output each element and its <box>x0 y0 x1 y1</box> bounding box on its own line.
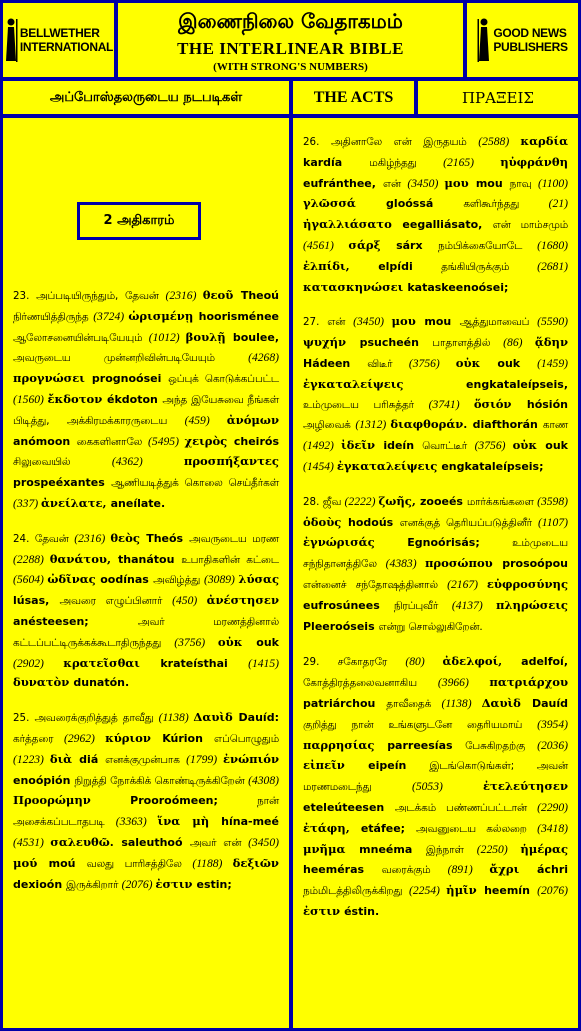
greek-word: ἐγκαταλείψεις <box>303 376 467 391</box>
transliteration: ideín <box>383 439 423 453</box>
strongs-number: (1223) <box>13 752 50 766</box>
book-title-greek <box>418 81 578 114</box>
verse <box>13 286 279 514</box>
greek-word: σαλευθῶ. <box>50 834 122 849</box>
strongs-number: (1107) <box>537 515 568 529</box>
right-column <box>293 118 578 1028</box>
strongs-number: (1188) <box>192 856 233 870</box>
greek-word: ἐγνώρισάς <box>303 535 408 550</box>
transliteration: diá <box>79 752 106 766</box>
strongs-number: (1138) <box>158 711 194 725</box>
transliteration: lúsas, <box>13 594 60 608</box>
transliteration: eipeín <box>368 759 430 773</box>
greek-word: πατριάρχου <box>489 675 568 690</box>
tamil-text: என்று சொல்லுகிறேன். <box>378 620 483 633</box>
transliteration: kataskeenoósei; <box>407 280 509 294</box>
strongs-number: (2290) <box>537 800 568 814</box>
strongs-number: (2288) <box>13 552 50 566</box>
tamil-text: தேவன் <box>34 532 75 545</box>
strongs-number: (2167) <box>447 577 487 591</box>
strongs-number: (80) <box>405 655 443 669</box>
strongs-number: (4561) <box>303 238 349 252</box>
transliteration: mou <box>424 315 460 329</box>
greek-word: μνῆμα <box>303 841 360 856</box>
transliteration: anésteesen; <box>13 614 138 628</box>
transliteration: hoorisménee <box>198 309 280 323</box>
strongs-number: (2222) <box>344 494 379 508</box>
strongs-number: (5053) <box>411 780 483 794</box>
greek-word: θανάτου, <box>49 551 119 566</box>
greek-word: ἔκδοτον <box>47 391 107 406</box>
tamil-text: அந்த இயேசுவை நீங்கள் பிடித்து, அக்கிரமக்காரருடைய <box>13 393 279 427</box>
transliteration: heemín <box>484 884 538 898</box>
strongs-number: (4137) <box>451 598 496 612</box>
tamil-text: அவர் மரணத்தினால் கட்டப்பட்டிருக்கக்கூடாதிருந்தது <box>13 615 280 649</box>
strongs-number: (2681) <box>537 259 568 273</box>
transliteration: aneílate. <box>110 496 166 510</box>
tamil-text: என் மாம்சமும் <box>492 219 568 232</box>
greek-word: ἀνείλατε, <box>41 495 111 510</box>
strongs-number: (3756) <box>474 439 513 453</box>
greek-word: ἀδελφοί, <box>442 654 522 669</box>
strongs-number: (1459) <box>537 356 568 370</box>
tamil-text: எனக்குமுன்பாக <box>105 753 187 766</box>
greek-word: ἀνόμων <box>226 412 280 427</box>
tamil-text: நிர்ணயித்திருந்த <box>13 310 94 323</box>
transliteration: sárx <box>396 238 438 252</box>
title-tamil: இணைநிலை வேதாகமம் <box>178 9 403 33</box>
greek-word: μού <box>13 855 49 870</box>
strongs-number: (2250) <box>476 842 521 856</box>
strongs-number: (1680) <box>537 238 568 252</box>
verse <box>303 312 568 476</box>
transliteration: elpídi <box>378 259 442 273</box>
tamil-text: நாவு <box>509 177 538 190</box>
transliteration: Pleeroóseis <box>303 619 379 633</box>
strongs-number: (1100) <box>537 176 568 190</box>
greek-word: πληρώσεις <box>495 597 568 612</box>
strongs-number: (3598) <box>537 494 568 508</box>
tamil-text: அழிவைக் <box>303 419 356 432</box>
bellwether-logo <box>3 3 114 77</box>
tamil-text: உம்முடைய பரிசுத்தர் <box>303 398 429 411</box>
transliteration: boulee, <box>232 330 279 344</box>
greek-word: ἵνα μὴ <box>157 814 222 829</box>
tamil-text: சகோதரரே <box>337 656 406 669</box>
logo-line1: BELLWETHER <box>19 26 100 40</box>
tamil-text: அவனுடைய கல்லறை <box>415 822 538 835</box>
tamil-text: என் <box>382 177 408 190</box>
greek-word: ὠδῖνας <box>47 572 101 587</box>
strongs-number: (450) <box>172 594 207 608</box>
tamil-text: விடீர் <box>367 357 409 370</box>
transliteration: engkataleípseis, <box>466 377 568 391</box>
strongs-number: (1492) <box>303 439 342 453</box>
greek-word: μου <box>444 175 476 190</box>
tamil-text: கைகளினாலே <box>76 435 149 448</box>
tamil-text: இந்நாள் <box>425 843 477 856</box>
strongs-number: (1012) <box>148 330 186 344</box>
greek-word: ἐστιν <box>303 903 345 918</box>
verse-number: 28. <box>303 495 323 508</box>
book-title-english <box>293 81 414 114</box>
transliteration: hodoús <box>348 515 400 529</box>
tamil-text: உம்முடைய சந்நிதானத்திலே <box>303 537 569 571</box>
greek-word: ὡρισμένῃ <box>128 308 199 323</box>
strongs-number: (5590) <box>537 315 568 329</box>
tamil-text: மகிழ்ந்தது <box>369 156 444 169</box>
strongs-number: (3756) <box>408 356 456 370</box>
strongs-number: (4531) <box>13 835 51 849</box>
greek-word: δεξιῶν <box>232 855 279 870</box>
transliteration: Theós <box>146 531 190 545</box>
logo-line1: GOOD NEWS <box>493 26 567 40</box>
greek-word: ζωῆς, <box>378 493 420 508</box>
tamil-text: என்னைச் சந்தோஷத்தினால் <box>303 578 448 591</box>
transliteration: eufránthee, <box>303 176 383 190</box>
transliteration: dunatón. <box>73 676 130 690</box>
greek-word: Δαυὶδ <box>193 710 239 725</box>
transliteration: zooeés <box>419 494 467 508</box>
transliteration: ékdoton <box>107 392 163 406</box>
tamil-text: தங்கியிருக்கும் <box>441 260 538 273</box>
strongs-number: (5495) <box>148 434 185 448</box>
logo-line2: INTERNATIONAL <box>19 40 114 54</box>
greek-word: καρδία <box>520 134 569 148</box>
strongs-number: (1415) <box>248 656 279 670</box>
tamil-text: அவர் என் <box>189 836 249 849</box>
transliteration: etáfee; <box>360 821 416 835</box>
strongs-number: (3724) <box>93 309 129 323</box>
transliteration: cheirós <box>233 434 279 448</box>
strongs-number: (3741) <box>428 397 474 411</box>
book-title-tamil <box>3 81 289 114</box>
tamil-text: பேசுகிறதற்கு <box>465 739 538 752</box>
transliteration: gloóssá <box>386 197 464 211</box>
strongs-number: (2165) <box>443 155 501 169</box>
transliteration: eufrosúnees <box>303 598 394 612</box>
transliteration: áchri <box>537 863 569 877</box>
transliteration: saleuthoó <box>121 835 190 849</box>
greek-word: χειρὸς <box>184 433 234 448</box>
strongs-number: (3966) <box>437 676 490 690</box>
verse-number: 29. <box>303 656 338 669</box>
greek-word: ἡμέρας <box>520 841 568 856</box>
transliteration: eteleúteesen <box>303 800 395 814</box>
verse <box>303 652 568 921</box>
strongs-number: (1799) <box>186 752 223 766</box>
transliteration: enoópión <box>13 773 75 787</box>
greek-word: προσπήξαντες <box>183 454 279 469</box>
greek-word: ἐνώπιόν <box>222 751 279 766</box>
strongs-number: (4362) <box>111 455 184 469</box>
transliteration: heeméras <box>303 863 382 877</box>
transliteration: krateísthai <box>160 656 249 670</box>
transliteration: thanátou <box>118 552 182 566</box>
transliteration: estin; <box>196 877 232 891</box>
greek-word: κατασκηνώσει <box>303 279 408 294</box>
tamil-text: இடங்கொடுங்கள்; அவன் மரணமடைந்து <box>303 760 569 794</box>
strongs-number: (337) <box>13 496 42 510</box>
tamil-text: குறித்து நான் உங்களுடனே தைரியமாய் <box>303 718 538 731</box>
greek-word: ἰδεῖν <box>341 438 384 453</box>
strongs-number: (2962) <box>63 731 106 745</box>
tamil-text: கோத்திரத்தலைவனாகிய <box>303 677 438 690</box>
verse-number: 27. <box>303 316 328 329</box>
greek-word: ἐγκαταλείψεις <box>336 458 442 473</box>
transliteration: dexioón <box>13 877 66 891</box>
transliteration: Dauíd: <box>238 711 279 725</box>
tamil-text: அவருடைய முன்னறிவின்படியேயும் <box>13 352 249 365</box>
title-block <box>118 3 463 77</box>
tamil-text: சிலுவையில் <box>13 456 112 469</box>
transliteration: kardía <box>303 155 370 169</box>
tamil-text: இருக்கிறார் <box>65 878 122 891</box>
transliteration: eegalliásato, <box>402 218 493 232</box>
transliteration: Prooroómeen; <box>130 794 258 808</box>
transliteration: hína-meé <box>221 815 279 829</box>
verse <box>303 492 568 638</box>
greek-word: ἡμῖν <box>446 883 485 898</box>
tamil-text: அதினாலே என் இருதயம் <box>330 136 479 148</box>
strongs-number: (1454) <box>303 459 337 473</box>
logo-line2: PUBLISHERS <box>493 40 568 54</box>
transliteration: psucheén <box>359 336 433 350</box>
greek-word: λύσας <box>238 572 280 587</box>
strongs-number: (2076) <box>121 877 156 891</box>
greek-word: οὐκ <box>455 355 498 370</box>
strongs-number: (2254) <box>408 884 447 898</box>
transliteration: engkataleípseis; <box>441 459 544 473</box>
greek-word: ἄχρι <box>489 862 538 877</box>
greek-word: ὅσιόν <box>473 396 527 411</box>
tamil-text: உபாதிகளின் கட்டை <box>181 553 279 566</box>
greek-word: διὰ <box>49 751 80 766</box>
strongs-number: (3450) <box>407 176 445 190</box>
strongs-number: (4268) <box>248 351 279 365</box>
greek-word: βουλῇ <box>185 329 233 344</box>
shepherd-figure-icon <box>4 17 18 63</box>
transliteration: Theoú <box>240 289 279 302</box>
strongs-number: (2036) <box>537 738 569 752</box>
strongs-number: (2588) <box>478 135 521 148</box>
greek-word: ἀνέστησεν <box>206 593 279 608</box>
greek-word: γλῶσσά <box>303 196 387 211</box>
greek-word: θεοῦ <box>202 288 241 302</box>
transliteration: prosoópou <box>502 557 568 571</box>
verse-number: 26. <box>303 136 331 148</box>
transliteration: Kúrion <box>162 731 215 745</box>
verse-number: 23. <box>13 290 37 302</box>
verse-number: 24. <box>13 532 35 545</box>
greek-word: διαφθοράν. <box>390 417 473 432</box>
transliteration: prognoósei <box>91 372 169 386</box>
strongs-number: (3418) <box>537 821 568 835</box>
subtitle: (WITH STRONG'S NUMBERS) <box>213 61 368 73</box>
transliteration: Hádeen <box>303 356 368 370</box>
strongs-number: (3450) <box>353 315 392 329</box>
strongs-number: (5604) <box>13 573 48 587</box>
greek-word: ᾅδην <box>534 335 568 350</box>
verse <box>13 708 279 895</box>
strongs-number: (459) <box>184 413 227 427</box>
transliteration: adelfoí, <box>521 655 568 669</box>
good-news-logo <box>467 3 578 77</box>
strongs-number: (21) <box>548 197 568 211</box>
greek-word: οὐκ <box>512 438 546 453</box>
tamil-text: ஜீவ <box>322 495 345 508</box>
strongs-number: (2316) <box>165 289 203 302</box>
book-greek-text: ΠΡΑΞΕΙΣ <box>461 88 535 107</box>
tamil-text: நிரப்புவீர் <box>393 599 452 612</box>
strongs-number: (2316) <box>74 531 111 545</box>
title-english: THE INTERLINEAR BIBLE <box>177 39 404 58</box>
tamil-text: அப்படியிருந்தும், தேவன் <box>36 290 166 302</box>
strongs-number: (3363) <box>115 815 158 829</box>
greek-word: ἐστιν <box>155 876 197 891</box>
transliteration: patriárchou <box>303 696 387 710</box>
strongs-number: (3954) <box>537 717 568 731</box>
strongs-number: (1138) <box>441 696 482 710</box>
transliteration: ouk <box>545 439 569 453</box>
transliteration: oodínas <box>100 573 154 587</box>
greek-word: οὐκ <box>217 634 257 649</box>
greek-word: προγνώσει <box>13 371 92 386</box>
tamil-text: நிறுத்தி நோக்கிக் கொண்டிருக்கிறேன் <box>74 774 249 787</box>
greek-word: εἰπεῖν <box>303 758 369 773</box>
tamil-text: வொட்டீர் <box>422 440 475 453</box>
tamil-text: ஆணியடித்துக் கொலை செய்தீர்கள் <box>111 477 279 490</box>
greek-word: ἐτάφη, <box>303 820 361 835</box>
transliteration: mneéma <box>359 842 426 856</box>
transliteration: Dauíd <box>531 696 568 710</box>
figure-icon <box>477 17 491 63</box>
transliteration: éstin. <box>344 904 380 918</box>
strongs-number: (86) <box>503 336 535 350</box>
transliteration: moú <box>48 856 87 870</box>
greek-word: Προορώμην <box>13 793 131 808</box>
transliteration: hósión <box>526 397 568 411</box>
tamil-text: அவரைக்குறித்துத் தாவீது <box>34 712 159 725</box>
tamil-text: அவிழ்த்து <box>153 574 204 587</box>
strongs-number: (3450) <box>248 835 279 849</box>
strongs-number: (3089) <box>204 573 239 587</box>
verse <box>13 529 279 693</box>
tamil-text: எப்பொழுதும் <box>214 732 280 745</box>
tamil-text: கர்த்தரை <box>13 732 64 745</box>
tamil-text: அவருடைய மரண <box>189 532 279 545</box>
book-english-text: THE ACTS <box>313 88 394 106</box>
strongs-number: (1560) <box>13 392 48 406</box>
greek-word: προσώπου <box>424 556 503 571</box>
greek-word: σάρξ <box>348 237 397 252</box>
tamil-text: மார்க்கங்களை <box>466 495 538 508</box>
greek-word: ψυχήν <box>303 335 360 350</box>
transliteration: parreesías <box>387 738 466 752</box>
greek-word: ἠγαλλιάσατο <box>303 217 403 232</box>
tamil-text: என் <box>327 316 354 329</box>
greek-word: ηὐφράνθη <box>500 154 569 169</box>
greek-word: ἐλπίδι, <box>303 258 379 273</box>
greek-word: ἐτελεύτησεν <box>483 779 568 794</box>
transliteration: prospeéxantes <box>13 476 112 490</box>
tamil-text: நம்பிக்கையோடே <box>437 239 538 252</box>
transliteration: Egnoórisás; <box>407 536 513 550</box>
tamil-text: அடக்கம் பண்ணப்பட்டான் <box>394 801 538 814</box>
tamil-text: ஆத்துமாவைப் <box>459 316 538 329</box>
strongs-number: (4383) <box>385 557 425 571</box>
greek-word: Δαυὶδ <box>481 695 532 710</box>
tamil-text: களிகூர்ந்தது <box>463 198 549 211</box>
transliteration: mou <box>475 176 510 190</box>
tamil-text: ஒப்புக் கொடுக்கப்பட்ட <box>168 373 279 386</box>
strongs-number: (891) <box>447 863 490 877</box>
transliteration: ouk <box>256 635 279 649</box>
greek-word: θεὸς <box>110 530 147 545</box>
tamil-text: ஆலோசனையின்படியேயும் <box>13 331 149 344</box>
strongs-number: (3756) <box>174 635 218 649</box>
tamil-text: பாதாளத்தில் <box>432 337 504 350</box>
tamil-text: வரைக்கும் <box>381 864 448 877</box>
transliteration: ouk <box>497 356 538 370</box>
book-tamil-text: அப்போஸ்தலருடைய நடபடிகள் <box>49 89 243 105</box>
tamil-text: நம்மிடத்திலிருக்கிறது <box>303 885 409 898</box>
tamil-text: வலது பாரிசத்திலே <box>86 857 193 870</box>
greek-word: παρρησίας <box>303 737 388 752</box>
strongs-number: (2076) <box>537 884 569 898</box>
greek-word: δυνατὸν <box>13 675 74 690</box>
greek-word: κρατεῖσθαι <box>63 655 161 670</box>
left-column <box>3 118 289 1028</box>
strongs-number: (4308) <box>248 773 279 787</box>
verse <box>303 132 568 297</box>
strongs-number: (1312) <box>355 418 391 432</box>
tamil-text: நான் அசைக்கப்படாதபடி <box>13 795 279 829</box>
chapter-label: 2 அதிகாரம் <box>77 202 201 240</box>
greek-word: εὐφροσύνης <box>486 576 569 591</box>
tamil-text: அவரை எழுப்பினார் <box>59 595 173 608</box>
transliteration: diafthorán <box>472 418 543 432</box>
tamil-text: காண <box>542 419 568 432</box>
strongs-number: (2902) <box>13 656 64 670</box>
verse-number: 25. <box>13 712 35 725</box>
tamil-text: தாவீதைக் <box>386 697 442 710</box>
greek-word: μου <box>391 314 425 329</box>
greek-word: ὁδοὺς <box>303 514 348 529</box>
tamil-text: எனக்குத் தெரியப்படுத்தினீர் <box>399 516 538 529</box>
transliteration: anómoon <box>13 434 77 448</box>
greek-word: κύριον <box>105 730 163 745</box>
